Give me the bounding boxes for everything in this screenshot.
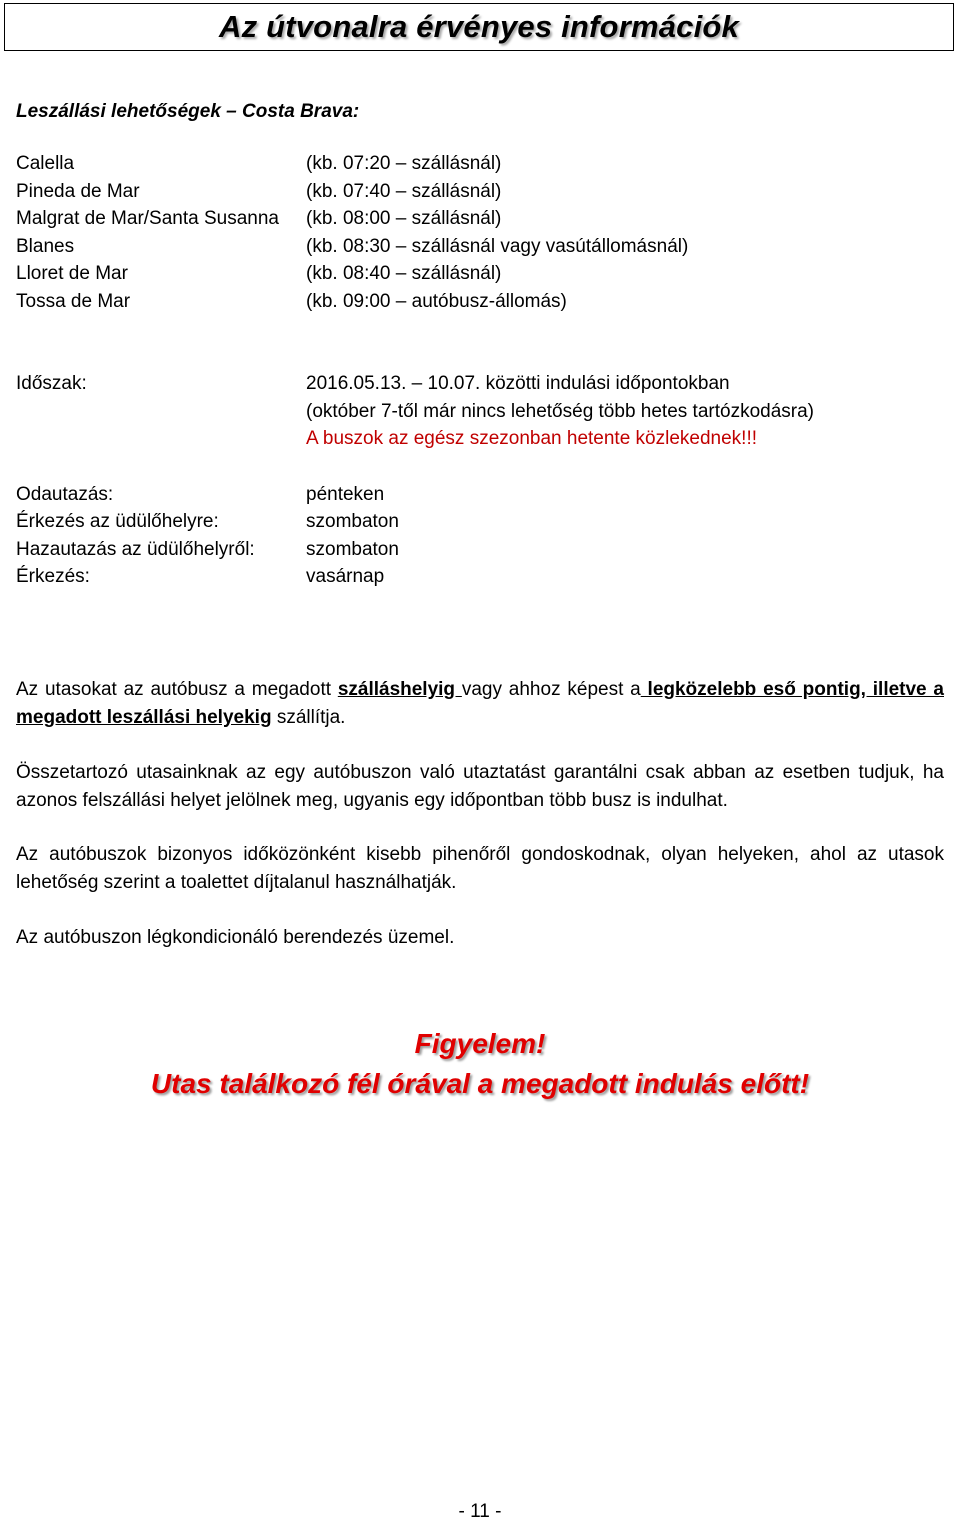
- paragraph-air-conditioning: Az autóbuszon légkondicionáló berendezés üzemel.: [16, 927, 455, 948]
- stop-place: Blanes: [16, 236, 75, 257]
- list-item: [16, 181, 946, 209]
- list-item: [16, 539, 946, 567]
- list-item: [16, 236, 946, 264]
- page-number: - 11 -: [458, 1501, 502, 1522]
- schedule-label: Érkezés az üdülőhelyre:: [16, 511, 219, 532]
- schedule-value: pénteken: [306, 484, 385, 505]
- stop-place: Pineda de Mar: [16, 181, 140, 202]
- stop-time: (kb. 08:30 – szállásnál vagy vasútállomásnál): [306, 236, 689, 257]
- stop-time: (kb. 09:00 – autóbusz-állomás): [306, 291, 567, 312]
- stop-place: Lloret de Mar: [16, 263, 128, 284]
- stop-place: Malgrat de Mar/Santa Susanna: [16, 208, 279, 229]
- underlined-text: legközelebb eső pontig, illetve a megadott leszállási helyekig: [16, 679, 944, 728]
- schedule-value: vasárnap: [306, 566, 385, 587]
- period-note: (október 7-től már nincs lehetőség több hetes tartózkodásra): [306, 401, 814, 422]
- list-item: [16, 263, 946, 291]
- warning-text: Utas találkozó fél órával a megadott indulás előtt!: [150, 1068, 810, 1099]
- warning-heading: Figyelem!: [414, 1028, 546, 1059]
- paragraph-rest-stops: Az autóbuszok bizonyos időközönként kisebb pihenőről gondoskodnak, olyan helyeken, ahol az utasok lehetőség szerint a toalettet díjtalanul használhatják.: [16, 844, 944, 893]
- text-run: szállítja.: [271, 707, 346, 728]
- period-row: [16, 373, 946, 401]
- schedule-value: szombaton: [306, 511, 399, 532]
- stop-place: Calella: [16, 153, 75, 174]
- list-item: [16, 208, 946, 236]
- list-item: [16, 566, 946, 594]
- paragraph-drop-off-info: [16, 676, 944, 732]
- schedule-value: szombaton: [306, 539, 399, 560]
- schedule-label: Odautazás:: [16, 484, 114, 505]
- period-weekly-notice: A buszok az egész szezonban hetente közlekednek!!!: [306, 428, 758, 449]
- stop-time: (kb. 08:40 – szállásnál): [306, 263, 502, 284]
- period-row: [16, 428, 946, 456]
- text-run: vagy ahhoz képest a: [461, 679, 641, 700]
- page-title: Az útvonalra érvényes információk: [218, 9, 739, 44]
- schedule-label: Hazautazás az üdülőhelyről:: [16, 539, 255, 560]
- text-run: Az utasokat az autóbusz a megadott: [16, 679, 338, 700]
- period-label: Időszak:: [16, 373, 87, 394]
- stop-time: (kb. 08:00 – szállásnál): [306, 208, 502, 229]
- schedule-label: Érkezés:: [16, 566, 90, 587]
- underlined-text: szálláshelyig: [337, 679, 462, 700]
- stop-time: (kb. 07:20 – szállásnál): [306, 153, 502, 174]
- stop-place: Tossa de Mar: [16, 291, 131, 312]
- list-item: [16, 291, 946, 319]
- list-item: [16, 153, 946, 181]
- list-item: [16, 511, 946, 539]
- drop-off-heading: Leszállási lehetőségek – Costa Brava:: [16, 101, 360, 122]
- stop-time: (kb. 07:40 – szállásnál): [306, 181, 502, 202]
- list-item: [16, 484, 946, 512]
- period-row: [16, 401, 946, 429]
- period-dates: 2016.05.13. – 10.07. közötti indulási időpontokban: [306, 373, 730, 394]
- paragraph-group-travel: Összetartozó utasainknak az egy autóbuszon való utaztatást garantálni csak abban az esetben tudjuk, ha azonos felszállási helyet jelölnek meg, ugyanis egy időpontban több busz is indulhat.: [16, 762, 944, 811]
- title-box: [4, 3, 954, 51]
